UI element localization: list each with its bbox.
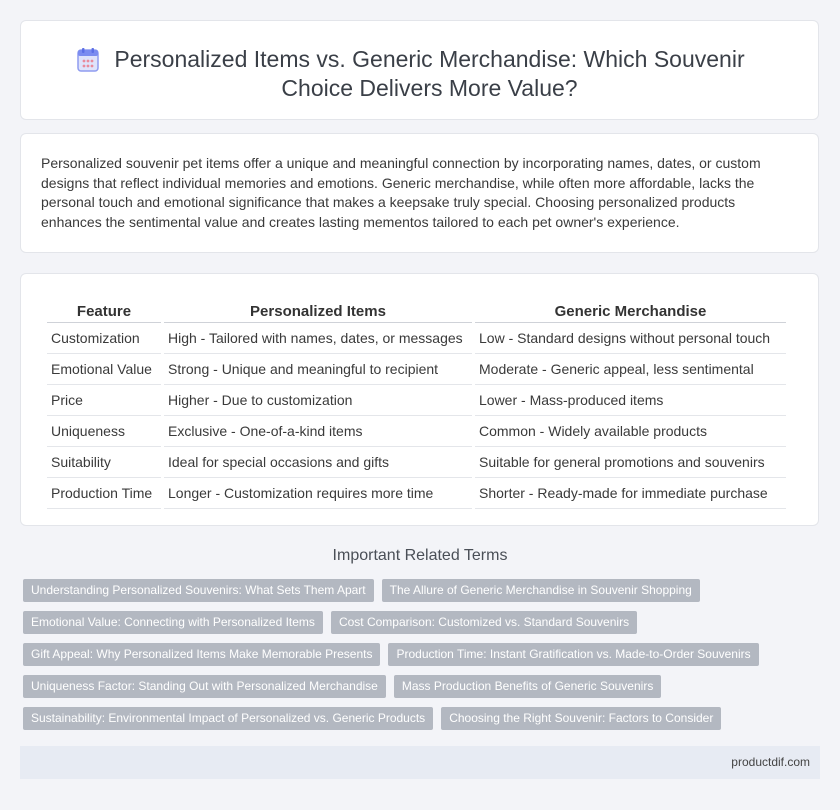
table-cell: High - Tailored with names, dates, or messages [164, 323, 472, 354]
table-cell: Uniqueness [47, 416, 161, 447]
table-cell: Exclusive - One-of-a-kind items [164, 416, 472, 447]
intro-card [20, 133, 819, 253]
table-row [47, 323, 786, 354]
footer-site-link[interactable]: productdif.com [731, 755, 810, 769]
column-header-feature: Feature [47, 294, 161, 323]
related-term-link[interactable]: Mass Production Benefits of Generic Souvenirs [394, 675, 661, 698]
related-term-link[interactable]: Emotional Value: Connecting with Personalized Items [23, 611, 323, 634]
table-cell: Suitable for general promotions and souvenirs [475, 447, 786, 478]
column-header-personalized: Personalized Items [164, 294, 472, 323]
related-term-link[interactable]: Uniqueness Factor: Standing Out with Personalized Merchandise [23, 675, 386, 698]
table-cell: Customization [47, 323, 161, 354]
column-header-generic: Generic Merchandise [475, 294, 786, 323]
table-cell: Higher - Due to customization [164, 385, 472, 416]
table-row [47, 478, 786, 509]
table-header-row [47, 294, 786, 323]
table-cell: Low - Standard designs without personal touch [475, 323, 786, 354]
table-cell: Price [47, 385, 161, 416]
related-term-link[interactable]: Gift Appeal: Why Personalized Items Make Memorable Presents [23, 643, 380, 666]
table-cell: Common - Widely available products [475, 416, 786, 447]
table-cell: Longer - Customization requires more time [164, 478, 472, 509]
related-term-link[interactable]: Sustainability: Environmental Impact of Personalized vs. Generic Products [23, 707, 433, 730]
comparison-table [44, 294, 789, 509]
table-cell: Lower - Mass-produced items [475, 385, 786, 416]
page-title: Personalized Items vs. Generic Merchandise: Which Souvenir Choice Delivers More Value? [114, 46, 745, 101]
comparison-table-card [20, 273, 819, 526]
intro-paragraph: Personalized souvenir pet items offer a unique and meaningful connection by incorporating names, dates, or custom designs that reflect individual memories and emotions. Generic merchandise, while often more affordable, lacks the personal touch and emotional significance that makes a keepsake truly special. Choosing personalized products enhances the sentimental value and creates lasting mementos tailored to each pet owner's experience. [41, 155, 761, 230]
table-cell: Moderate - Generic appeal, less sentimental [475, 354, 786, 385]
table-row [47, 385, 786, 416]
related-terms-heading: Important Related Terms [332, 547, 508, 564]
header-card [20, 20, 819, 120]
table-cell: Shorter - Ready-made for immediate purchase [475, 478, 786, 509]
related-term-link[interactable]: Understanding Personalized Souvenirs: What Sets Them Apart [23, 579, 374, 602]
table-cell: Emotional Value [47, 354, 161, 385]
table-cell: Suitability [47, 447, 161, 478]
related-term-link[interactable]: Production Time: Instant Gratification vs. Made-to-Order Souvenirs [388, 643, 758, 666]
table-row [47, 447, 786, 478]
table-row [47, 416, 786, 447]
related-terms-list [23, 579, 813, 739]
related-term-link[interactable]: Choosing the Right Souvenir: Factors to Consider [441, 707, 721, 730]
related-term-link[interactable]: Cost Comparison: Customized vs. Standard Souvenirs [331, 611, 637, 634]
table-row [47, 354, 786, 385]
related-term-link[interactable]: The Allure of Generic Merchandise in Souvenir Shopping [382, 579, 700, 602]
footer [20, 746, 820, 779]
table-cell: Strong - Unique and meaningful to recipient [164, 354, 472, 385]
table-cell: Ideal for special occasions and gifts [164, 447, 472, 478]
table-cell: Production Time [47, 478, 161, 509]
